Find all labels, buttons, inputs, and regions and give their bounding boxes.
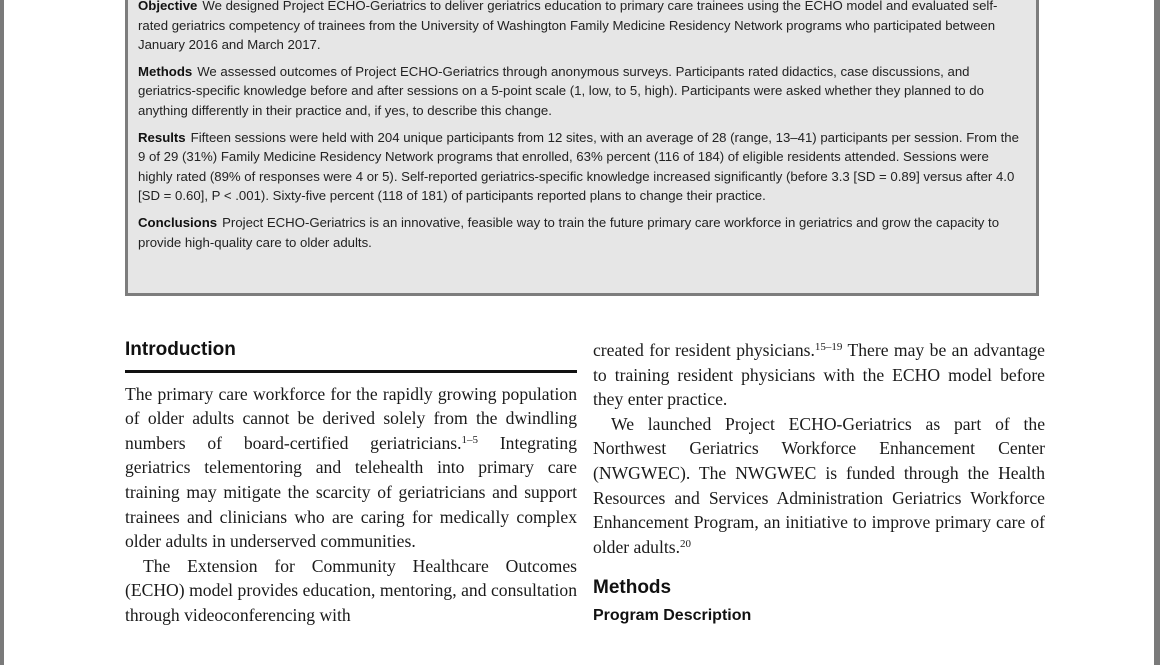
abstract-objective-heading: Objective [138,0,198,13]
introduction-heading: Introduction [125,338,577,373]
introduction-paragraph-1 [125,382,577,554]
right-p2-text: We launched Project ECHO-Geriatrics as part of the Northwest Geriatrics Workforce Enhancement Center (NWGWEC). The NWGWEC is funded through the Health Resources and Services Administration Geriatrics Workforce Enhancement Program, an initiative to improve primary care of older adults. [593,413,1045,557]
right-p1-text: created for resident physicians. [593,340,815,360]
abstract-conclusions [138,213,1026,252]
abstract-results-heading: Results [138,129,186,145]
abstract-methods-text: We assessed outcomes of Project ECHO-Geriatrics through anonymous surveys. Participants rated didactics, case discussions, and geriatrics-specific knowledge before and after sessions on a 5-point scale (1, low, to 5, high). Participants were asked whether they planned to do anything differently in their practice and, if yes, to describe this change. [138,63,984,118]
abstract-methods [138,62,1026,121]
right-paragraph-2 [593,412,1045,560]
right-paragraph-1 [593,338,1045,412]
right-p1-citation: 15–19 [814,341,843,353]
program-description-subheading: Program Description [593,606,752,624]
intro-p1-citation: 1–5 [461,433,479,446]
introduction-paragraph-2: The Extension for Community Healthcare Outcomes (ECHO) model provides education, mentoring, and consultation through videoconferencing with [125,555,577,625]
abstract-results [138,128,1026,206]
right-p2-citation: 20 [679,537,691,550]
right-column [593,338,1045,629]
abstract-results-text: Fifteen sessions were held with 204 unique participants from 12 sites, with an average of 28 (range, 13–41) participants per session. From the 9 of 29 (31%) Family Medicine Residency Network programs that enrolled, 63% percent (116 of 184) of eligible residents attended. Sessions were highly rated (89% of responses were 4 or 5). Self-reported geriatrics-specific knowledge increased significantly (before 3.3 [SD = 0.89] versus after 4.0 [SD = 0.60], P < .001). Sixty-five percent (118 of 181) of participants reported plans to change their practice. [138,129,1019,204]
methods-heading: Methods [593,577,672,599]
right-p1-text-continued: There may be an advantage to training resident physicians with the ECHO model before they enter practice. [593,340,1045,410]
abstract-conclusions-heading: Conclusions [138,214,218,230]
abstract-conclusions-text: Project ECHO-Geriatrics is an innovative, feasible way to train the future primary care workforce in geriatrics and grow the capacity to provide high-quality care to older adults. [138,214,1000,250]
abstract-box [125,0,1039,296]
abstract-methods-heading: Methods [138,63,193,79]
abstract-objective-text: We designed Project ECHO-Geriatrics to deliver geriatrics education to primary care trainees using the ECHO model and evaluated self-rated geriatrics competency of trainees from the University of Washington Family Medicine Residency Network programs who participated between January 2016 and March 2017. [138,0,998,53]
left-column [125,338,577,628]
journal-page [4,0,1154,665]
abstract-objective [138,0,1026,55]
intro-p1-text-continued: Integrating geriatrics telementoring and telehealth into primary care training may mitigate the scarcity of geriatricians and support trainees and clinicians who are caring for medically complex older adults in underserved communities. [125,432,577,552]
intro-p1-text: The primary care workforce for the rapidly growing population of older adults cannot be derived solely from the dwindling numbers of board-certified geriatricians. [125,383,577,453]
